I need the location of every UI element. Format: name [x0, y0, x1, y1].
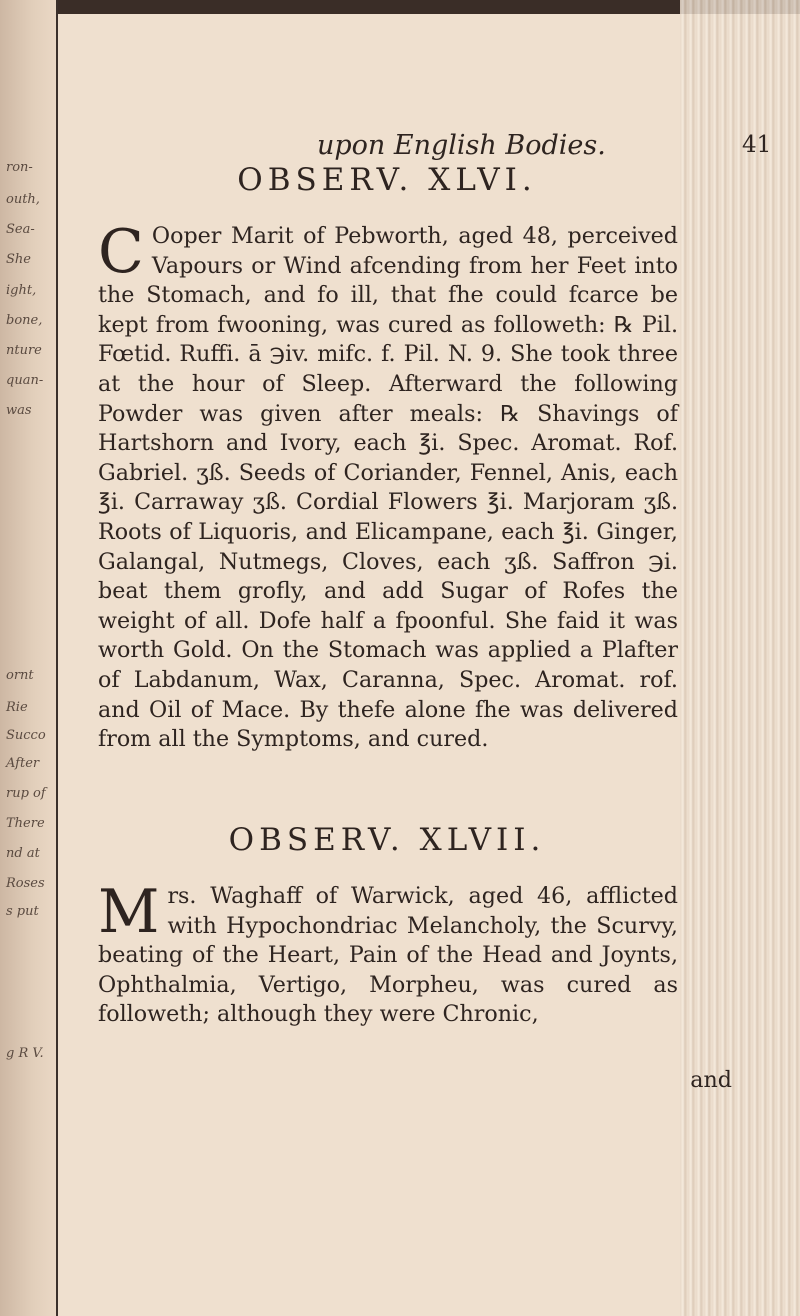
margin-fragment: After [6, 756, 40, 771]
facing-page-margin [0, 0, 58, 1316]
margin-fragment: Roses [6, 876, 45, 891]
observation-heading: OBSERV. XLVII. [228, 822, 546, 858]
margin-fragment: g R V. [6, 1046, 44, 1061]
observation-text [98, 217, 678, 755]
page-edge-stack [680, 0, 800, 1316]
margin-fragment: was [6, 403, 32, 418]
margin-fragment: nture [6, 343, 42, 358]
drop-cap: M [98, 877, 160, 947]
margin-fragment: ight, [6, 283, 37, 298]
margin-fragment: ron- [6, 160, 33, 175]
margin-fragment: Sea- [6, 222, 35, 237]
margin-fragment: There [6, 816, 45, 831]
margin-fragment: She [6, 252, 31, 267]
margin-fragment: Rie [6, 700, 28, 715]
margin-fragment: s put [6, 904, 39, 919]
margin-fragment: quan- [6, 373, 44, 388]
margin-fragment: Succo [6, 728, 46, 743]
margin-fragment: rup of [6, 786, 46, 801]
book-page [92, 60, 772, 1260]
margin-fragment: outh, [6, 192, 40, 207]
drop-cap: C [98, 217, 144, 287]
observation-paragraph: Ooper Marit of Pebworth, aged 48, perceived Vapours or Wind afcending from her Feet into the Stomach, and fo ill, that fhe could fcarce be kept from fwooning, was cured as followeth: ℞ Pil. Fœtid. Ruffi. ā ℈iv. mifc. f. Pil. N. 9. She took three at the hour of Sleep. Afterward the following Powder was given after meals: ℞ Shavings of Hartshorn and Ivory, each ℥i. Spec. Aromat. Rof. Gabriel. ʒß. Seeds of Coriander, Fennel, Anis, each ℥i. Carraway ʒß. Cordial Flowers ℥i. Marjoram ʒß. Roots of Liquoris, and Elicampane, each ℥i. Ginger, Galangal, Nutmegs, Cloves, each ʒß. Saffron ℈i. beat them grofly, and add Sugar of Rofes the weight of all. Dofe half a fpoonful. She faid it was worth Gold. On the Stomach was applied a Plafter of Labdanum, Wax, Caranna, Spec. Aromat. rof. and Oil of Mace. By thefe alone fhe was delivered from all the Symptoms, and cured. [98, 223, 678, 753]
running-head: upon English Bodies. [317, 130, 606, 161]
catchword: and [690, 1067, 732, 1093]
margin-fragment: nd at [6, 846, 40, 861]
observation-heading: OBSERV. XLVI. [237, 162, 537, 198]
observation-text [98, 877, 678, 1030]
margin-fragment: ornt [6, 668, 34, 683]
observation-paragraph: rs. Waghaff of Warwick, aged 46, afflicted with Hypochondriac Melancholy, the Scurvy, beating of the Heart, Pain of the Head and Joynts, Ophthalmia, Vertigo, Morpheu, was cured as followeth; although they were Chronic, [98, 883, 678, 1028]
margin-fragment: bone, [6, 313, 43, 328]
page-number: 41 [742, 132, 772, 158]
